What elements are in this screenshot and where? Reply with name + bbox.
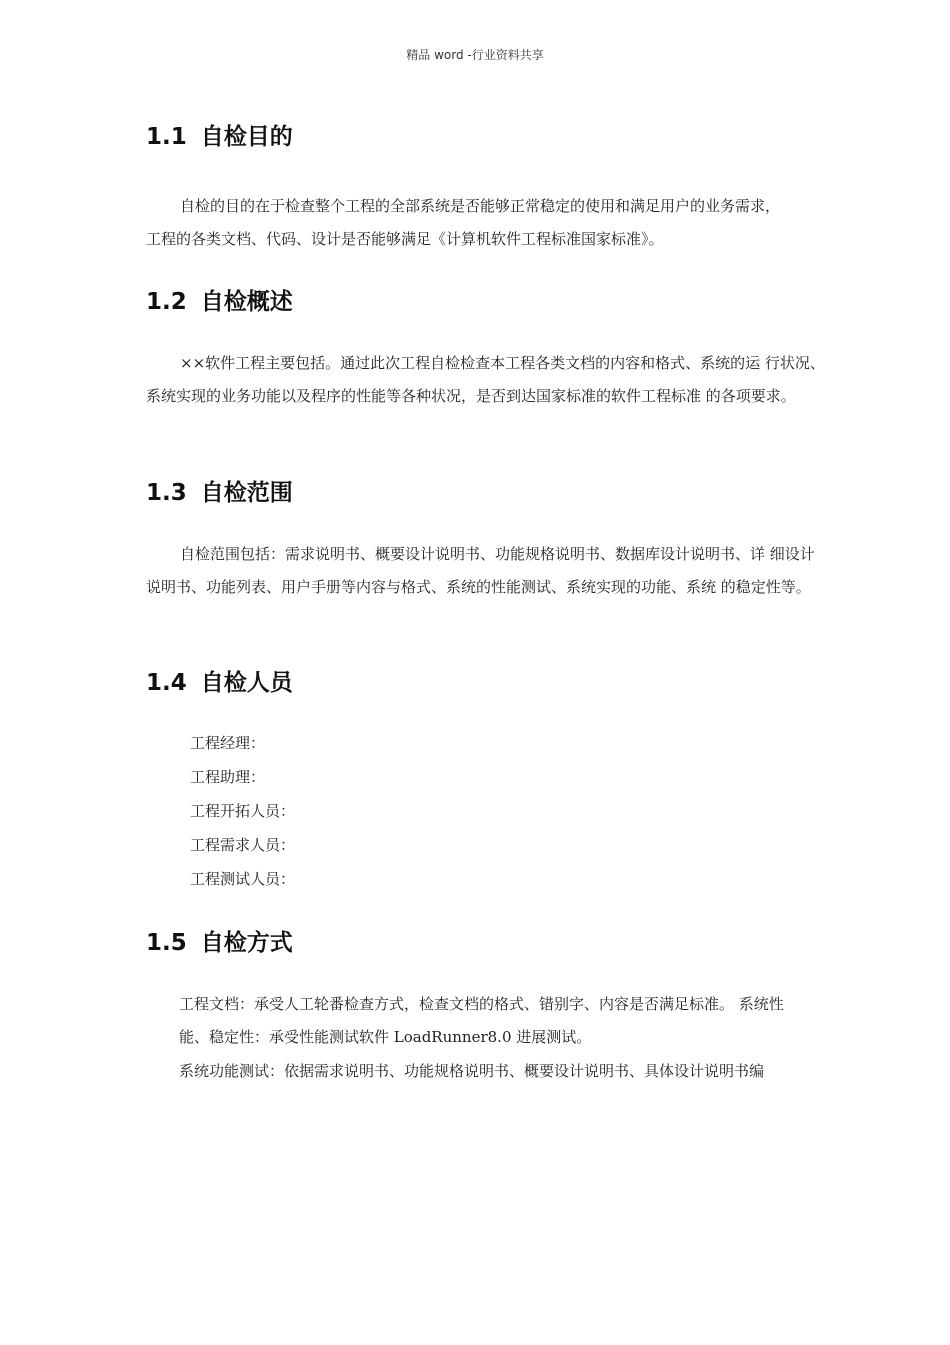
personnel-item-requirements: 工程需求人员： [190,836,296,854]
section-title: 自检目的 [200,124,293,150]
personnel-item-tester: 工程测试人员： [190,870,296,888]
personnel-item-manager: 工程经理： [190,734,266,752]
section-heading-1-2 [146,283,293,316]
page-header: 精品 word -行业资料共享 [406,48,544,62]
section-number: 1.5 [146,930,187,956]
section-number: 1.3 [146,480,187,506]
section-number: 1.1 [146,124,187,150]
personnel-list [190,726,295,896]
section-heading-1-3 [146,474,293,507]
section-paragraph-1-5: 工程文档：承受人工轮番检查方式，检查文档的格式、错别字、内容是否满足标准。 系统性能、稳定性：承受性能测试软件 LoadRunner8.0 进展测试。 [179,995,784,1046]
section-heading-1-5 [146,924,293,957]
section-number: 1.2 [146,289,187,315]
section-paragraph-1-2: ××软件工程主要包括。通过此次工程自检检查本工程各类文档的内容和格式、系统的运 行状况、系统实现的业务功能以及程序的性能等各种状况，是否到达国家标准的软件工程标准 的各项要求。 [146,354,825,405]
section-title: 自检范围 [200,480,293,506]
section-title: 自检方式 [200,930,293,956]
section-paragraph-1-3: 自检范围包括：需求说明书、概要设计说明书、功能规格说明书、数据库设计说明书、详 细设计说明书、功能列表、用户手册等内容与格式、系统的性能测试、系统实现的功能、系统 的稳定性等。 [146,545,815,596]
personnel-item-assistant: 工程助理： [190,768,266,786]
section-paragraph-1-5-continued: 系统功能测试：依据需求说明书、功能规格说明书、概要设计说明书、具体设计说明书编 [179,1062,765,1080]
section-title: 自检人员 [200,670,293,696]
personnel-item-developer: 工程开拓人员： [190,802,296,820]
section-number: 1.4 [146,670,187,696]
section-heading-1-4 [146,664,293,697]
section-heading-1-1 [146,118,293,151]
section-title: 自检概述 [200,289,293,315]
section-paragraph-1-1: 自检的目的在于检查整个工程的全部系统是否能够正常稳定的使用和满足用户的业务需求，工程的各类文档、代码、设计是否能够满足《计算机软件工程标准国家标准》。 [146,197,781,248]
